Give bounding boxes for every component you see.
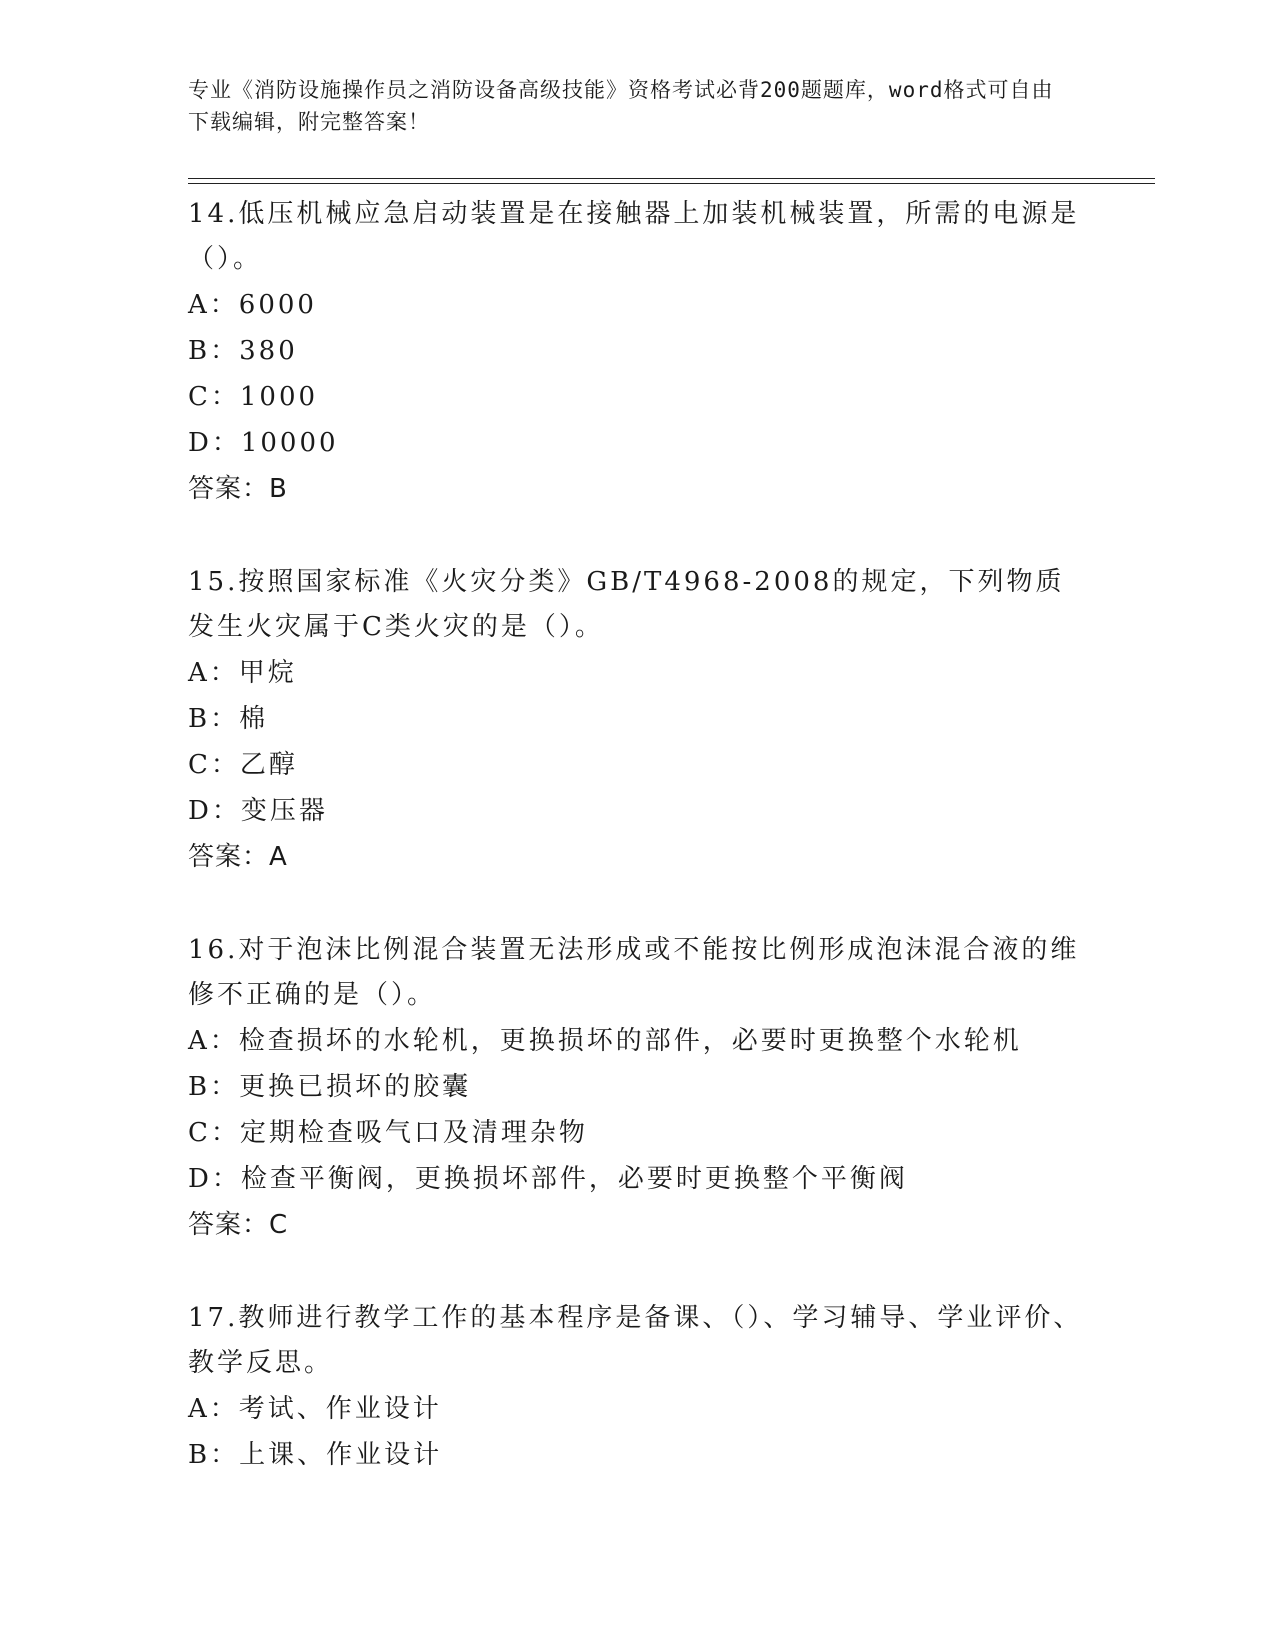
option-b: B：380 bbox=[188, 336, 298, 366]
option-b: B：棉 bbox=[188, 704, 269, 734]
question-text: 17.教师进行教学工作的基本程序是备课、（）、学习辅导、学业评价、教学反思。 bbox=[188, 1303, 1083, 1378]
question-text: 16.对于泡沫比例混合装置无法形成或不能按比例形成泡沫混合液的维修不正确的是（）。 bbox=[188, 935, 1080, 1010]
question-16 bbox=[188, 928, 1088, 1248]
option-b: B：上课、作业设计 bbox=[188, 1440, 443, 1470]
option-d: D：10000 bbox=[188, 428, 339, 458]
option-a: A：6000 bbox=[188, 290, 317, 320]
option-c: C：乙醇 bbox=[188, 750, 298, 780]
question-spacer bbox=[188, 512, 1088, 560]
question-spacer bbox=[188, 1248, 1088, 1296]
option-d: D：变压器 bbox=[188, 796, 328, 826]
question-15 bbox=[188, 560, 1088, 880]
answer: 答案：A bbox=[188, 842, 288, 872]
header-divider bbox=[188, 178, 1155, 179]
option-c: C：定期检查吸气口及清理杂物 bbox=[188, 1118, 588, 1148]
question-text: 15.按照国家标准《火灾分类》GB/T4968-2008的规定，下列物质发生火灾属于C类火灾的是（）。 bbox=[188, 567, 1065, 642]
option-c: C：1000 bbox=[188, 382, 319, 412]
document-header: 专业《消防设施操作员之消防设备高级技能》资格考试必背200题题库，word格式可自由下载编辑，附完整答案！ bbox=[188, 78, 1054, 134]
option-d: D：检查平衡阀，更换损坏部件，必要时更换整个平衡阀 bbox=[188, 1164, 908, 1194]
option-a: A：甲烷 bbox=[188, 658, 297, 688]
question-14 bbox=[188, 192, 1088, 512]
option-b: B：更换已损坏的胶囊 bbox=[188, 1072, 472, 1102]
question-17 bbox=[188, 1296, 1088, 1478]
question-text: 14.低压机械应急启动装置是在接触器上加装机械装置，所需的电源是（）。 bbox=[188, 199, 1080, 274]
option-a: A：检查损坏的水轮机，更换损坏的部件，必要时更换整个水轮机 bbox=[188, 1026, 1022, 1056]
header-divider-second bbox=[188, 183, 1155, 184]
answer: 答案：B bbox=[188, 474, 288, 504]
question-spacer bbox=[188, 880, 1088, 928]
answer: 答案：C bbox=[188, 1210, 289, 1240]
question-list bbox=[188, 192, 1088, 1478]
option-a: A：考试、作业设计 bbox=[188, 1394, 442, 1424]
